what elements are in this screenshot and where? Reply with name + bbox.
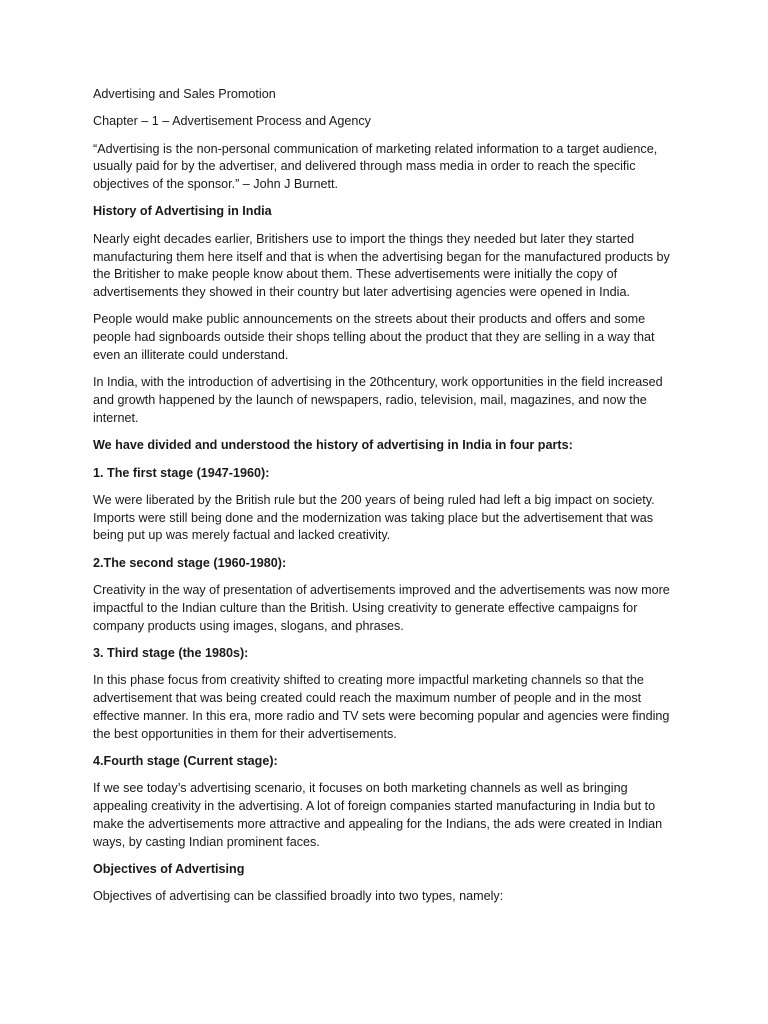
document-page <box>93 86 683 915</box>
history-paragraph-3: In India, with the introduction of advertising in the 20thcentury, work opportunities in the field increased and growth happened by the launch of newspapers, radio, television, mail, magazines, and now the internet. <box>93 375 663 425</box>
stage-2-text: Creativity in the way of presentation of advertisements improved and the advertisements was now more impactful to the Indian culture than the British. Using creativity to generate effective campaigns for company products using images, slogans, and phrases. <box>93 583 670 633</box>
chapter-title: Chapter – 1 – Advertisement Process and Agency <box>93 114 371 129</box>
objectives-heading: Objectives of Advertising <box>93 861 245 876</box>
stage-4-heading: 4.Fourth stage (Current stage): <box>93 753 278 768</box>
document-title: Advertising and Sales Promotion <box>93 87 276 101</box>
stage-4-text: If we see today’s advertising scenario, it focuses on both marketing channels as well as bringing appealing creativity in the advertising. A lot of foreign companies started manufacturing in India but to make the advertisements more attractive and appealing for the Indians, the ads were created in Indian ways, by casting Indian prominent faces. <box>93 781 663 849</box>
history-paragraph-1: Nearly eight decades earlier, Britishers use to import the things they needed but later they started manufacturing them here itself and that is when the advertising began for the manufactured products by the Britisher to make people know about them. These advertisements were initially the copy of advertisements they showed in their country but later advertising agencies were opened in India. <box>93 231 670 300</box>
parts-heading: We have divided and understood the history of advertising in India in four parts: <box>93 438 573 453</box>
stage-1-text: We were liberated by the British rule but the 200 years of being ruled had left a big impact on society. Imports were still being done and the modernization was taking place but the advertisement that was being put up was merely factual and lacked creativity. <box>93 492 655 543</box>
history-paragraph-2: People would make public announcements on the streets about their products and offers and some people had signboards outside their shops telling about the product that they are selling in a way that even an illiterate could understand. <box>93 312 655 363</box>
history-heading: History of Advertising in India <box>93 204 272 219</box>
objectives-text: Objectives of advertising can be classified broadly into two types, namely: <box>93 889 504 904</box>
stage-3-heading: 3. Third stage (the 1980s): <box>93 645 249 660</box>
stage-3-text: In this phase focus from creativity shifted to creating more impactful marketing channels so that the advertisement that was being created could reach the maximum number of people and in the most effective manner. In this era, more radio and TV sets were becoming popular and agencies were finding the best opportunities in them for their advertisements. <box>93 673 670 741</box>
stage-2-heading: 2.The second stage (1960-1980): <box>93 555 287 570</box>
stage-1-heading: 1. The first stage (1947-1960): <box>93 465 270 480</box>
definition-quote: “Advertising is the non-personal communication of marketing related information to a target audience, usually paid for by the advertiser, and delivered through mass media in order to reach the specific objectives of the sponsor.” – John J Burnett. <box>93 141 658 192</box>
